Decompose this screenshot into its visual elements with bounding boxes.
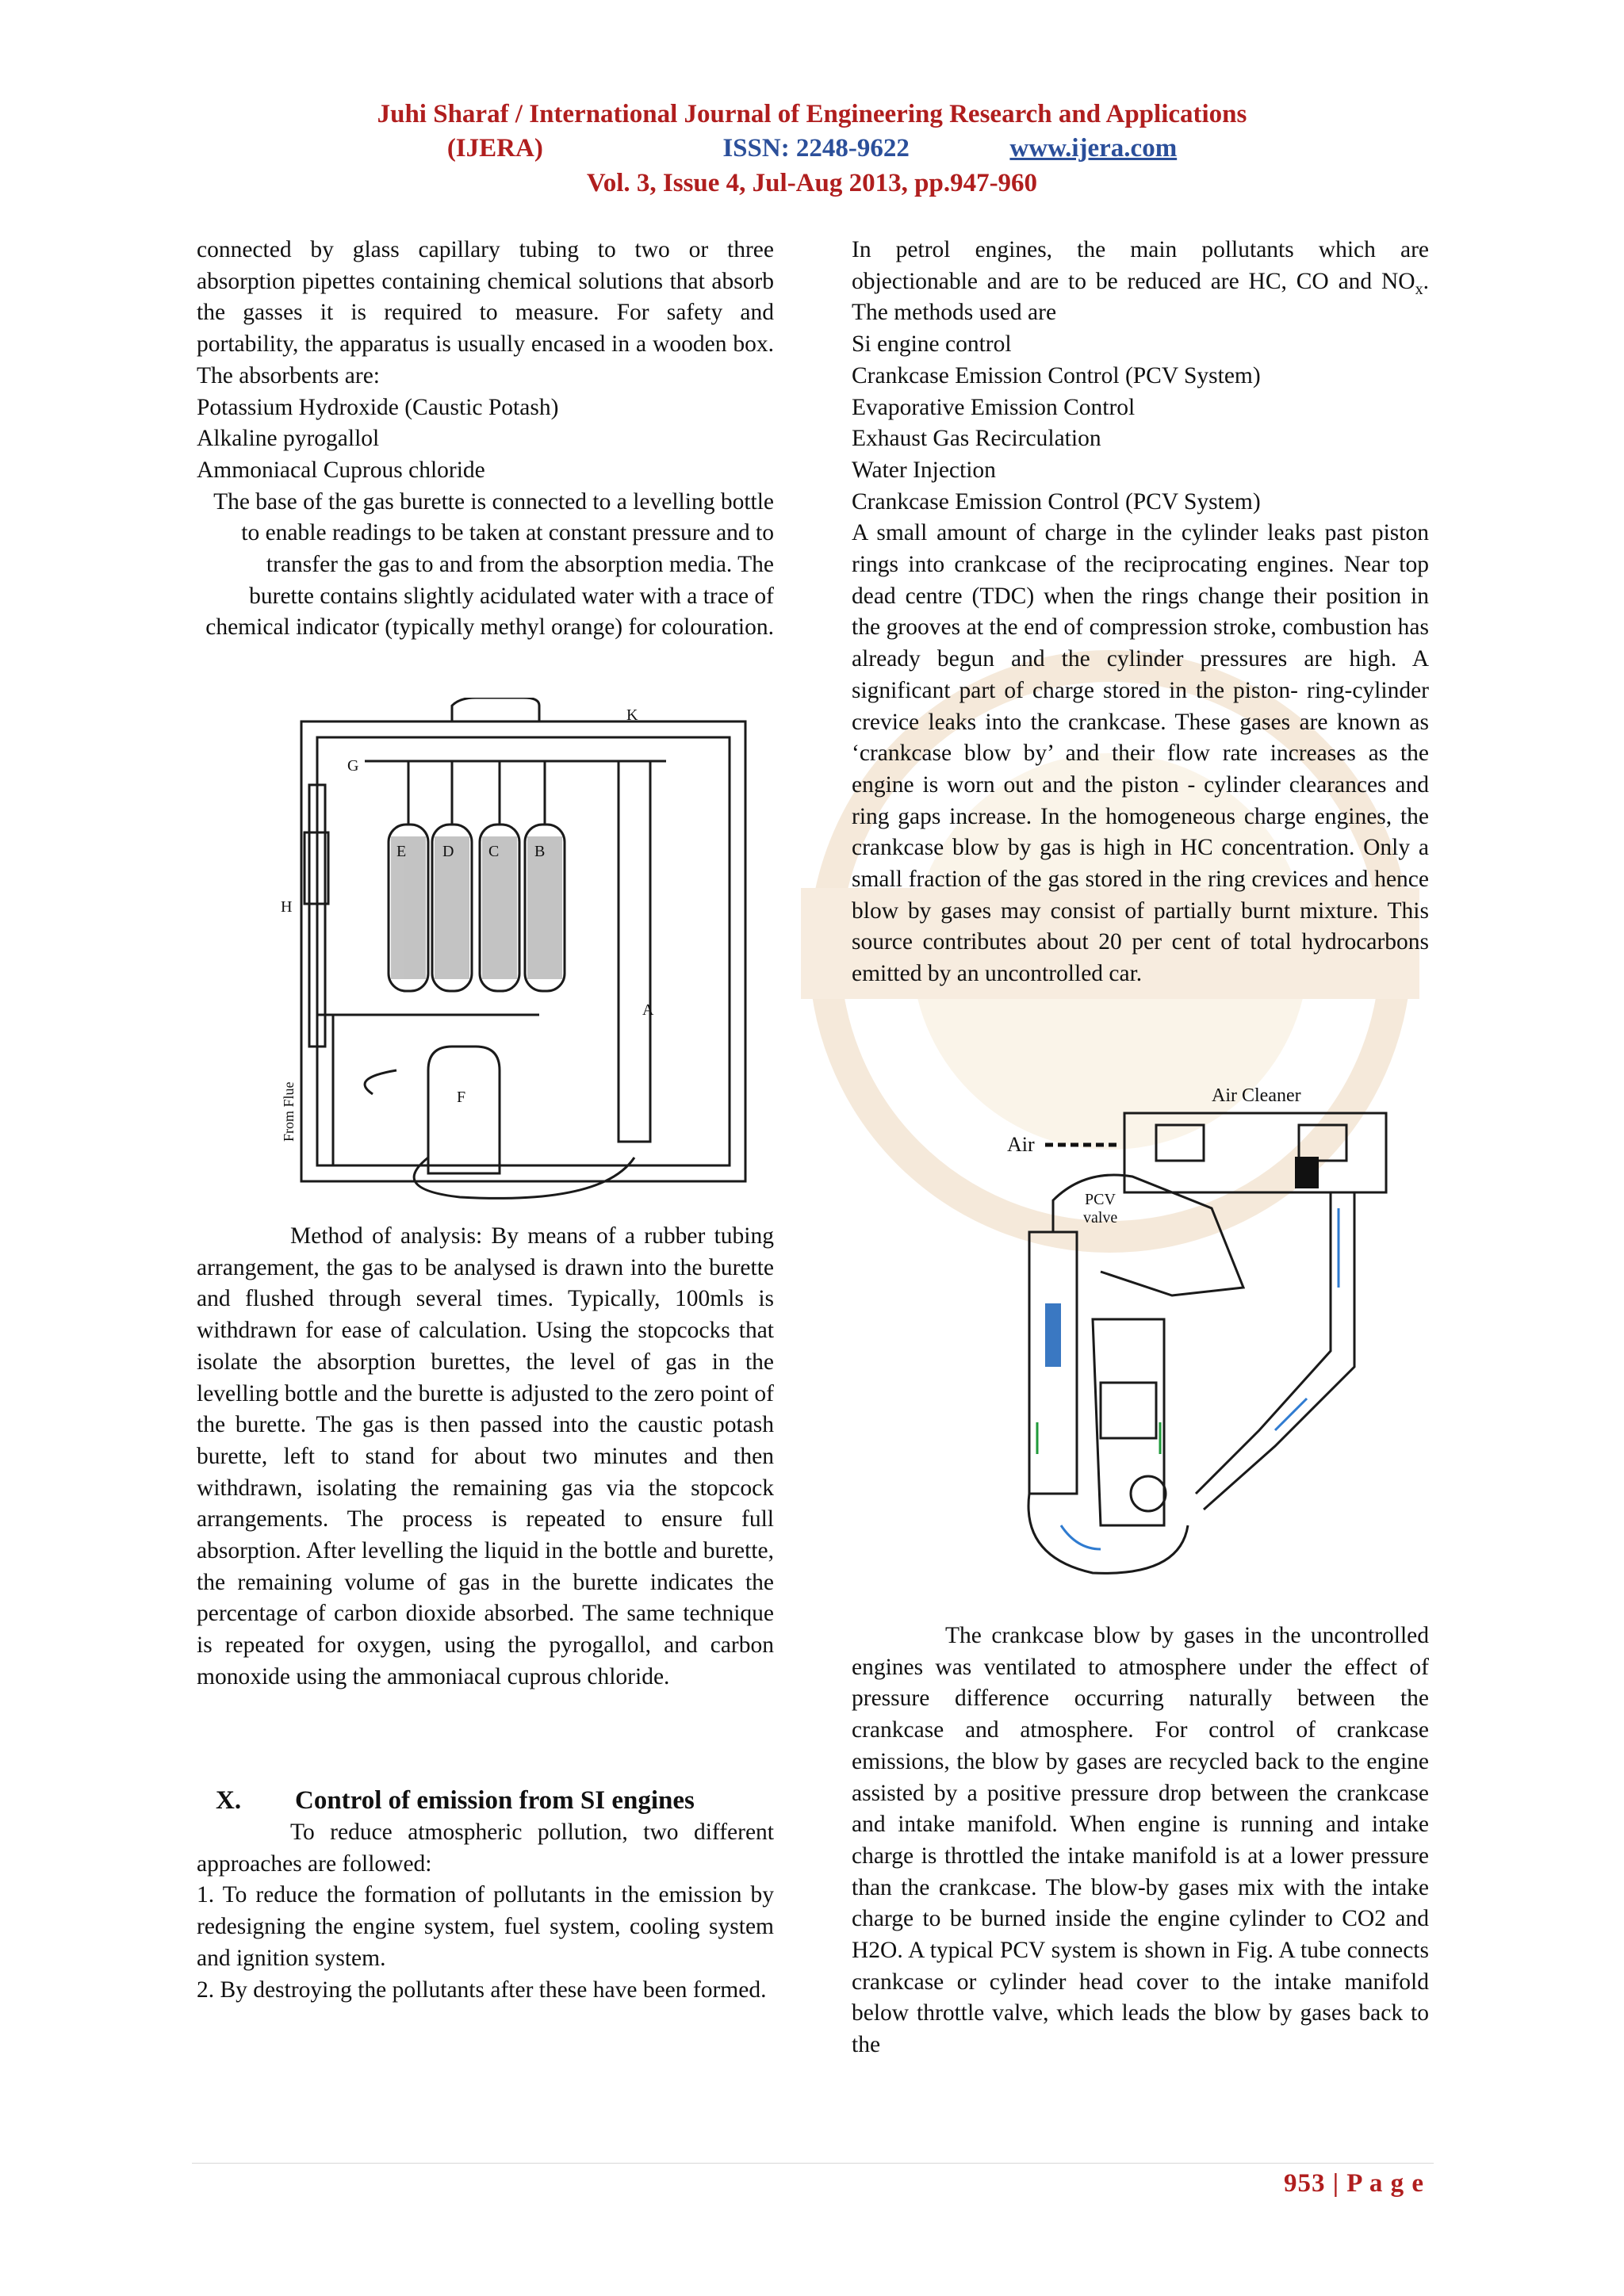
list-item: Evaporative Emission Control — [852, 394, 1136, 420]
paragraph: To reduce atmospheric pollution, two different approaches are followed: — [197, 1820, 774, 1877]
fig-label-air: Air — [1007, 1133, 1035, 1156]
fig-label-e: E — [396, 843, 407, 860]
fig-label-k: K — [626, 706, 638, 724]
journal-header-line2 — [0, 132, 1624, 166]
fig-label-f: F — [457, 1089, 466, 1106]
pcv-system-figure — [958, 1081, 1402, 1586]
journal-header-line1: Juhi Sharaf / International Journal of Engineering Research and Applications — [377, 100, 1247, 128]
fig-label-a: A — [642, 1001, 654, 1019]
footer-divider — [192, 2163, 1434, 2164]
journal-issn: ISSN: 2248-9622 — [722, 134, 910, 163]
list-item: Crankcase Emission Control (PCV System) — [852, 362, 1261, 388]
list-item: 1. To reduce the formation of pollutants in the emission by redesigning the engine system, fuel system, cooling system and ignition system. — [197, 1882, 774, 1971]
fig-label-c: C — [488, 843, 500, 860]
list-item: Exhaust Gas Recirculation — [852, 426, 1101, 452]
section-heading — [216, 1784, 695, 1817]
paragraph: A small amount of charge in the cylinder leaks past piston rings into crankcase of the reciprocating engines. Near top dead centre (TDC) when the rings change their position in the grooves at the end of compression stroke, combustion has already begun and the cylinder pressures are high. A significant part of charge stored in the piston- ring-cylinder crevice leaks into the crankcase. These gases are known as ‘crankcase blow by’ and their flow rate increases as the engine is worn out and the piston - cylinder clearances and ring gaps increase. In the homogeneous charge engines, the crankcase blow by gas is high in HC concentration. Only a small fraction of the gas stored in the ring crevices and hence blow by gases may consist of partially burnt mixture. This source contributes about 20 per cent of total hydrocarbons emitted by an uncontrolled car. — [852, 520, 1429, 987]
journal-url-link[interactable]: www.ijera.com — [1009, 134, 1178, 163]
fig-label-air-cleaner: Air Cleaner — [1212, 1085, 1301, 1106]
page-number — [1284, 2169, 1424, 2198]
orsat-apparatus-figure — [270, 698, 782, 1221]
page-number-value: 953 — [1283, 2169, 1326, 2198]
journal-abbr: (IJERA) — [446, 134, 543, 163]
paragraph — [852, 235, 1429, 329]
list-item: Water Injection — [852, 457, 996, 483]
list-item: Potassium Hydroxide (Caustic Potash) — [197, 394, 559, 420]
fig-label-b: B — [534, 843, 546, 860]
paragraph: The crankcase blow by gases in the uncontrolled engines was ventilated to atmosphere under the effect of pressure difference occurring naturally between the crankcase and atmosphere. For control of crankcase emissions, the blow by gases are recycled back to the engine assisted by a positive pressure drop between the crankcase and intake manifold. When engine is running and intake charge is throttled the intake manifold is at a lower pressure than the crankcase. The blow-by gases mix with the intake charge to be burned inside the engine cylinder to CO2 and H2O. A typical PCV system is shown in Fig. A tube connects crankcase or cylinder head cover to the intake manifold below throttle valve, which leads the blow by gases back to the — [852, 1623, 1429, 2058]
right-column — [852, 235, 1429, 990]
right-column-lower — [852, 1621, 1429, 2061]
paragraph-text: . The methods used are — [852, 268, 1429, 326]
paragraph-text: In petrol engines, the main pollutants which are objectionable and are to be reduced are HC, CO and NO — [852, 237, 1429, 294]
paragraph: connected by glass capillary tubing to two or three absorption pipettes containing chemical solutions that absorb the gasses it is required to measure. For safety and portability, the apparatus is usually encased in a wooden box. The absorbents are: — [197, 237, 774, 388]
list-item: Ammoniacal Cuprous chloride — [197, 457, 485, 483]
fig-label-from-flue: From Flue — [281, 1081, 297, 1142]
section-number: X. — [216, 1786, 242, 1815]
fig-label-valve: valve — [1083, 1209, 1118, 1226]
fig-label-d: D — [442, 843, 454, 860]
left-column-lower — [197, 1221, 774, 1693]
list-item: Si engine control — [852, 331, 1012, 358]
paragraph-method-of-analysis: Method of analysis: By means of a rubber tubing arrangement, the gas to be analysed is drawn into the burette and flushed through several times. Typically, 100mls is withdrawn for ease of calculation. Using the stopcocks that isolate the absorption burettes, the level of gas in the levelling bottle and the burette is adjusted to the zero point of the burette. The gas is then passed into the caustic potash burette, left to stand for about two minutes and then withdrawn, isolating the remaining gas via the stopcock arrangements. The process is repeated to ensure full absorption. After levelling the liquid in the bottle and burette, the remaining volume of gas in the burette indicates the percentage of carbon dioxide absorbed. The same technique is repeated for oxygen, using the pyrogallol, and carbon monoxide using the ammoniacal cuprous chloride. — [197, 1223, 774, 1689]
section-title: Control of emission from SI engines — [295, 1786, 695, 1815]
fig-label-g: G — [347, 757, 359, 775]
paragraph-right-aligned: The base of the gas burette is connected to a levelling bottle to enable readings to be taken at constant pressure and to transfer the gas to and from the absorption media. The burette contains slightly acidulated water with a trace of chemical indicator (typically methyl orange) for colouration. — [205, 488, 774, 641]
fig-label-h: H — [281, 898, 293, 916]
left-column-section — [197, 1817, 774, 2006]
left-column — [197, 235, 774, 644]
fig-label-pcv: PCV — [1085, 1191, 1116, 1208]
subscript: x — [1415, 280, 1423, 298]
list-item: Alkaline pyrogallol — [197, 426, 380, 452]
list-item: Crankcase Emission Control (PCV System) — [852, 488, 1261, 515]
page-word: | P a g e — [1325, 2169, 1424, 2198]
journal-header-volume: Vol. 3, Issue 4, Jul-Aug 2013, pp.947-960 — [586, 169, 1038, 197]
list-item: 2. By destroying the pollutants after these have been formed. — [197, 1976, 767, 2003]
